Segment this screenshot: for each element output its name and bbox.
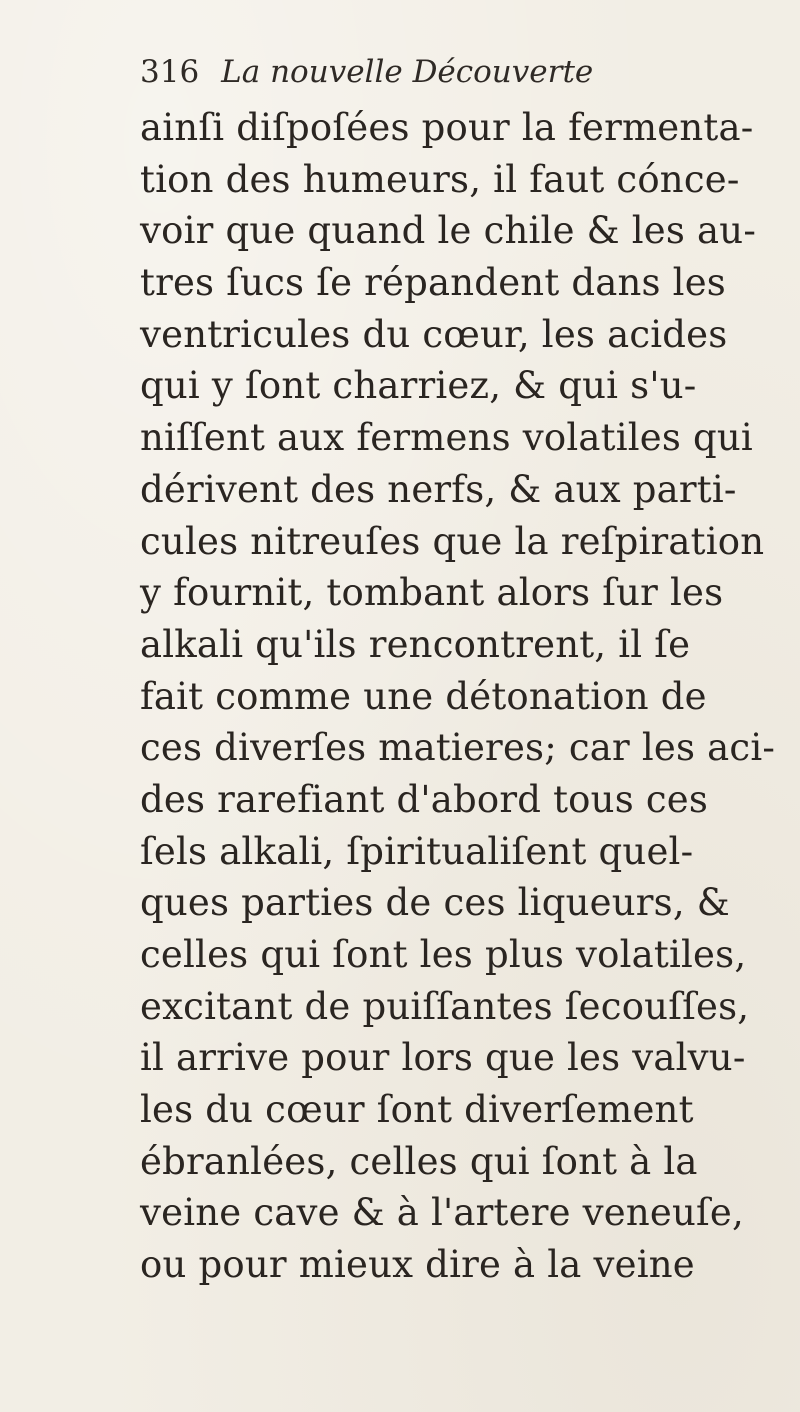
text-line: il arrive pour lors que les valvu- <box>140 1036 746 1080</box>
text-line: ou pour mieux dire à la veine <box>140 1243 695 1287</box>
text-line: tres ſucs ſe répandent dans les <box>140 261 726 305</box>
text-line: cules nitreuſes que la reſpiration <box>140 519 765 563</box>
text-line: alkali qu'ils rencontrent, il ſe <box>140 622 691 666</box>
page-header <box>140 54 760 98</box>
text-line: qui y ſont charriez, & qui s'u- <box>140 364 697 408</box>
text-line: ces diverſes matieres; car les aci- <box>140 726 776 770</box>
body-text <box>140 102 776 1291</box>
text-line: veine cave & à l'artere veneuſe, <box>140 1191 744 1235</box>
text-line: ébranlées, celles qui ſont à la <box>140 1139 698 1183</box>
text-line: ainſi diſpoſées pour la fermenta- <box>140 106 754 149</box>
text-line: ques parties de ces liqueurs, & <box>140 881 730 925</box>
running-title: La nouvelle Découverte <box>221 54 594 90</box>
text-line: des rarefiant d'abord tous ces <box>140 777 709 821</box>
text-line: ſels alkali, ſpiritualiſent quel- <box>140 829 694 873</box>
text-line: y fournit, tombant alors ſur les <box>140 571 724 615</box>
text-line: tion des humeurs, il faut cónce- <box>140 157 740 201</box>
text-line: dérivent des nerfs, & aux parti- <box>140 467 737 511</box>
text-line: voir que quand le chile & les au- <box>140 209 757 253</box>
text-line: niſſent aux fermens volatiles qui <box>140 416 753 460</box>
text-line: excitant de puiſſantes ſecouſſes, <box>140 984 750 1028</box>
text-line: fait comme une détonation de <box>140 674 707 718</box>
page-number: 316 <box>140 54 200 90</box>
text-line: celles qui ſont les plus volatiles, <box>140 933 747 976</box>
text-line: ventricules du cœur, les acides <box>140 312 728 356</box>
text-line: les du cœur ſont diverſement <box>140 1088 694 1132</box>
